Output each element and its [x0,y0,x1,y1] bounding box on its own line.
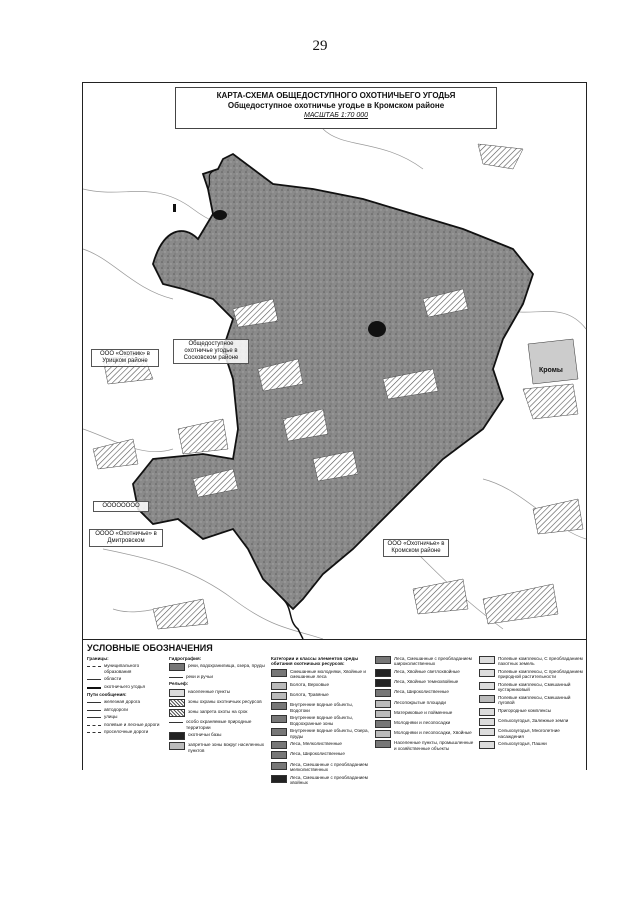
legend-item [271,728,371,739]
legend-item [375,720,475,728]
legend-item [169,742,267,753]
legend-label: улицы [104,714,118,720]
legend-label: зоны запрета охоты на срок [188,708,248,714]
legend-swatch [87,679,101,680]
legend-heading: Категории и классы элементов среды обитания охотничьих ресурсов: [271,656,359,667]
legend-label: проселочные дороги [104,729,149,735]
legend-label: Болота, Верховые [290,681,330,687]
legend-swatch [479,708,495,716]
legend-label: населенные пункты [188,688,231,694]
legend-item [479,741,583,749]
legend-swatch [169,677,183,678]
legend-label: Леса, Мелколиственные [290,741,342,747]
legend-swatch [375,710,391,718]
legend-label: Леса, Смешанные с преобладанием широколиственных [394,656,472,667]
legend-label: Полевые комплексы, С преобладанием пахотных земель [498,656,583,667]
legend-item [375,710,475,718]
legend-item [169,709,267,717]
legend-heading: Пути сообщения: [87,691,127,697]
legend-label: особо охраняемые природные территории [186,719,252,730]
legend-label: Леса, Широколиственные [290,751,345,757]
legend-label: реки, водохранилища, озера, пруды [188,663,265,669]
map-subtitle: Общедоступное охотничье угодье в Кромском районе [227,101,445,110]
map-label-small: ОООООООО [93,501,149,512]
legend-item [375,689,475,697]
legend-swatch [169,722,183,723]
legend-item [375,669,475,677]
legend-label: муниципального образования [104,663,140,674]
legend-label: Сельхозугодья, Многолетние насаждения [498,728,560,739]
legend-label: Леса, Хвойные светлохвойные [394,669,460,674]
legend-item [479,682,583,693]
legend-label: запретные зоны вокруг населенных пунктов [188,742,265,753]
legend-swatch [375,740,391,748]
map-label-kromsky: ООО «Охотничье» в Кромском районе [383,539,449,557]
legend-item [271,775,371,786]
legend-item [375,679,475,687]
legend-swatch [87,725,101,726]
legend-swatch [375,656,391,664]
legend-swatch [375,700,391,708]
hunting-ground-boundary [133,154,533,609]
legend-swatch [87,702,101,703]
legend-label: зоны охраны охотничьих ресурсов [188,698,262,704]
legend-item [169,732,267,740]
legend [83,639,586,785]
legend-item [87,707,167,712]
legend-item [169,699,267,707]
legend-swatch [479,695,495,703]
legend-label: Населенные пункты, промышленные и хозяйственные объекты [394,740,474,751]
legend-col-1 [87,656,167,737]
legend-swatch [479,669,495,677]
legend-label: железная дорога [104,699,141,704]
legend-swatch [271,669,287,677]
map-sheet [82,82,587,785]
legend-label: Леса, Смешанные с преобладанием мелколиственных [290,761,368,772]
legend-label: Болота, Травяные [290,692,329,697]
legend-item [271,741,371,749]
legend-item [87,714,167,719]
legend-label: реки и ручьи [186,673,213,679]
legend-swatch [271,692,287,700]
town-label-kromy: Кромы [539,367,563,374]
legend-label: Полевые комплексы, Смешанный кустарниковый [498,682,571,693]
legend-swatch [479,656,495,664]
map-label-dmitrovsky: ОООО «Охотничье» в Дмитровском [89,529,163,547]
legend-heading: Гидрография: [169,656,202,661]
legend-swatch [479,728,495,736]
legend-swatch [87,687,101,689]
page-number: 29 [312,38,328,54]
legend-item [271,702,371,713]
legend-swatch [375,720,391,728]
legend-label: Смешанные молодняки, Хвойные и смешанные леса [290,668,366,680]
legend-swatch [169,742,185,750]
legend-swatch [271,775,287,783]
legend-title: УСЛОВНЫЕ ОБОЗНАЧЕНИЯ [87,643,213,653]
legend-label: Полевые комплексы, Смешанный луговой [498,695,571,706]
legend-swatch [169,689,185,697]
legend-label: Сельхозугодья, Залежные земли [498,718,569,724]
legend-item [479,708,583,716]
legend-item [375,700,475,708]
legend-label: Лесопокрытые площади [394,699,446,705]
legend-item [375,740,475,751]
legend-item [87,729,167,734]
legend-label: Полевые комплексы, С преобладанием природной растительности [498,669,583,680]
map-area [83,129,586,639]
legend-label: Леса, Широколиственные [394,689,449,695]
legend-label: Пригородные комплексы [498,708,552,713]
legend-col-4 [375,656,475,753]
legend-swatch [271,741,287,749]
legend-swatch [169,732,185,740]
legend-swatch [87,710,101,711]
legend-swatch [479,682,495,690]
legend-label: Материковые и пойменные [394,709,453,715]
legend-swatch [271,702,287,710]
legend-label: Внутренние водные объекты, Водоохранные зоны [290,715,353,726]
legend-label: области [104,676,122,682]
legend-col-3 [271,656,371,788]
legend-item [479,656,583,667]
legend-item [479,728,583,739]
legend-item [271,692,371,700]
legend-swatch [479,718,495,726]
map-label-uritsky: ООО «Охотник» в Урицком районе [91,349,159,367]
legend-swatch [479,741,495,749]
legend-item [271,682,371,690]
legend-item [479,695,583,706]
legend-item [87,684,167,689]
map-title: КАРТА-СХЕМА ОБЩЕДОСТУПНОГО ОХОТНИЧЬЕГО УГОДЬЯ [216,91,456,100]
legend-swatch [87,732,101,733]
legend-swatch [169,663,185,671]
legend-label: Молодняки и лесопосадки, Хвойные [394,730,472,736]
legend-item [271,751,371,759]
legend-label: охотничьи базы [188,732,222,738]
legend-item [271,715,371,726]
legend-swatch [169,709,185,717]
legend-item [87,699,167,704]
legend-swatch [87,717,101,718]
legend-swatch [375,689,391,697]
legend-col-2 [169,656,267,755]
legend-label: охотничьего угодья [104,684,146,689]
legend-label: Внутренние водные объекты, Водотоки [290,702,353,713]
legend-item [169,719,267,730]
legend-swatch [271,751,287,759]
legend-item [169,689,267,697]
map-svg [83,129,586,639]
legend-swatch [87,666,101,667]
legend-label: автодороги [104,706,128,712]
legend-swatch [271,682,287,690]
legend-item [169,674,267,679]
legend-swatch [375,679,391,687]
legend-swatch [271,762,287,770]
legend-swatch [375,669,391,677]
map-label-sosky: Общедоступное охотничье угодье в Сосковском районе [173,339,249,364]
legend-heading: Рельеф: [169,681,189,687]
legend-item [87,676,167,681]
map-scale: МАСШТАБ 1:70 000 [303,112,369,119]
legend-swatch [271,715,287,723]
legend-label: Сельхозугодья, Пашни [498,741,547,747]
legend-item [271,669,371,680]
legend-label: полевые и лесные дороги [104,721,160,727]
legend-heading: Границы: [87,656,109,661]
legend-label: Внутренние водные объекты, Озера, пруды [290,728,369,739]
legend-col-5 [479,656,583,752]
legend-item [271,762,371,773]
settlement-kromy [528,339,578,384]
legend-label: Леса, Смешанные с преобладанием хвойных [290,774,368,785]
map-title-block [175,87,497,129]
legend-item [87,722,167,727]
legend-item [375,656,475,667]
legend-item [87,663,167,674]
legend-item [479,718,583,726]
legend-item [375,730,475,738]
legend-label: Молодняки и лесопосадки [394,719,451,725]
legend-swatch [375,730,391,738]
legend-item [169,663,267,671]
legend-label: Леса, Хвойные темнохвойные [394,679,459,685]
legend-swatch [169,699,185,707]
legend-swatch [271,728,287,736]
legend-item [479,669,583,680]
